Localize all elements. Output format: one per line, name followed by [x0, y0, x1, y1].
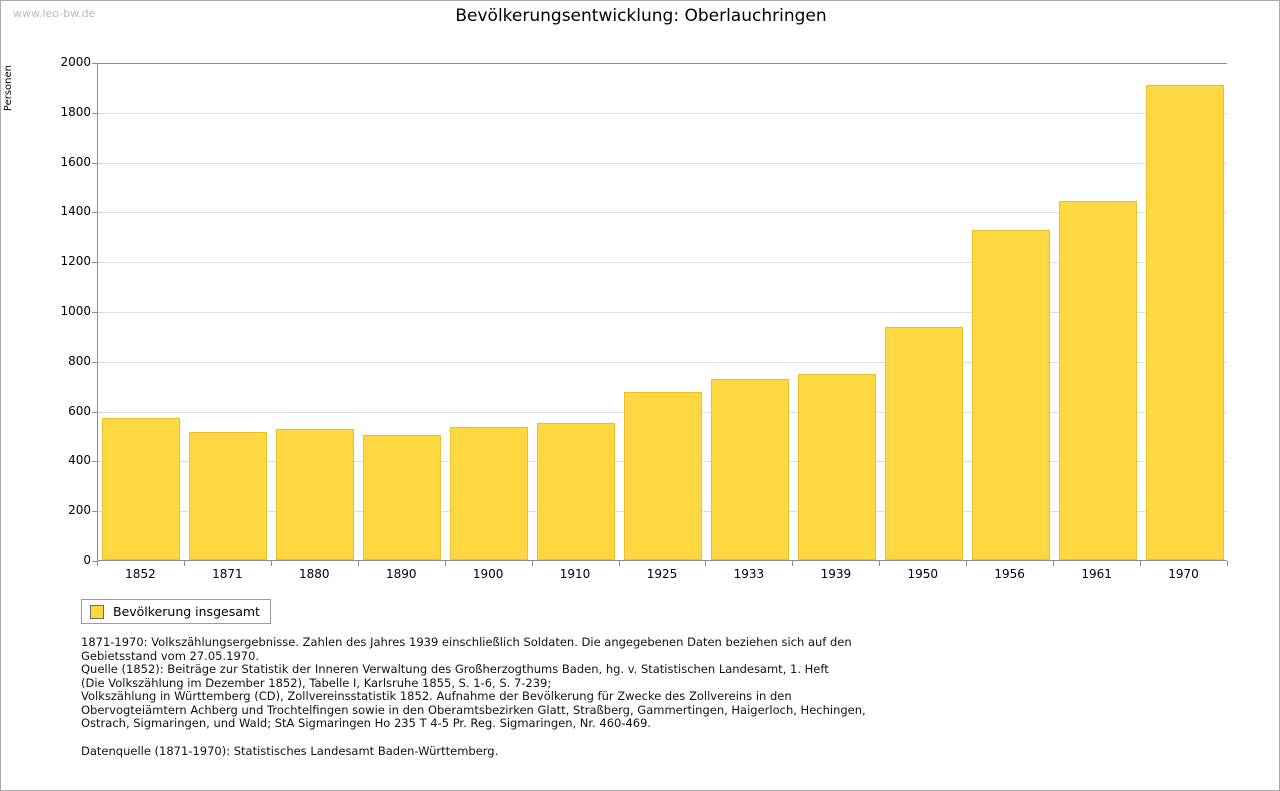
- y-axis-label: Personen: [3, 65, 14, 112]
- x-tick-mark: [879, 561, 880, 566]
- gridline: [98, 63, 1227, 64]
- source-note: Datenquelle (1871-1970): Statistisches Landesamt Baden-Württemberg.: [81, 743, 499, 758]
- bar[interactable]: [276, 429, 354, 560]
- x-tick-mark: [271, 561, 272, 566]
- watermark: www.leo-bw.de: [13, 7, 96, 20]
- bar[interactable]: [189, 432, 267, 560]
- x-tick-label: 1852: [125, 567, 156, 581]
- y-tick-mark: [92, 113, 97, 114]
- bar[interactable]: [885, 327, 963, 560]
- x-tick-mark: [792, 561, 793, 566]
- spacer: [81, 731, 1181, 745]
- x-tick-mark: [445, 561, 446, 566]
- bar[interactable]: [711, 379, 789, 560]
- legend-label: Bevölkerung insgesamt: [113, 604, 260, 619]
- x-tick-label: 1970: [1168, 567, 1199, 581]
- y-tick-mark: [92, 262, 97, 263]
- y-tick-label: 1000: [60, 304, 91, 318]
- legend-color-swatch: [90, 605, 104, 619]
- bar[interactable]: [624, 392, 702, 560]
- footnote-line: Quelle (1852): Beiträge zur Statistik der Inneren Verwaltung des Großherzogthums Baden, hg. v. Statistischen Landesamt, 1. Heft: [81, 662, 829, 677]
- y-tick-mark: [92, 63, 97, 64]
- x-tick-label: 1910: [559, 567, 591, 581]
- bar[interactable]: [537, 423, 615, 560]
- y-tick-label: 2000: [60, 55, 91, 69]
- bar[interactable]: [798, 374, 876, 560]
- footnote-line: Gebietsstand vom 27.05.1970.: [81, 648, 260, 663]
- y-tick-label: 200: [68, 503, 91, 518]
- y-tick-label: 0: [83, 553, 91, 567]
- y-tick-mark: [92, 312, 97, 313]
- y-tick-label: 1400: [60, 204, 91, 219]
- x-tick-mark: [532, 561, 533, 566]
- x-tick-label: 1871: [212, 567, 243, 581]
- x-tick-mark: [1140, 561, 1141, 566]
- x-tick-mark: [619, 561, 620, 566]
- bar[interactable]: [1146, 85, 1224, 560]
- y-tick-label: 400: [68, 453, 91, 468]
- footnote-line: Obervogteiämtern Achberg und Trochtelfingen sowie in den Oberamtsbezirken Glatt, Straßberg, Gammertingen, Haigerloch, Hechingen,: [81, 702, 866, 717]
- x-tick-label: 1961: [1081, 567, 1112, 581]
- gridline: [98, 163, 1227, 164]
- x-tick-mark: [1053, 561, 1054, 566]
- y-tick-label: 1600: [60, 154, 91, 169]
- footnote-line: 1871-1970: Volkszählungsergebnisse. Zahlen des Jahres 1939 einschließlich Soldaten. Die angegebenen Daten beziehen sich auf den: [81, 635, 852, 649]
- bar[interactable]: [450, 427, 528, 560]
- footnotes: [81, 636, 1181, 759]
- x-tick-label: 1880: [299, 567, 330, 581]
- x-tick-label: 1890: [385, 567, 417, 581]
- y-tick-label: 800: [68, 353, 91, 368]
- y-tick-label: 1800: [60, 104, 91, 119]
- footnote-line: Ostrach, Sigmaringen, und Wald; StA Sigmaringen Ho 235 T 4-5 Pr. Reg. Sigmaringen, Nr. 460-469.: [81, 716, 652, 731]
- bar[interactable]: [102, 418, 180, 560]
- chart-legend: [81, 599, 271, 624]
- footnote-line: Volkszählung in Württemberg (CD), Zollvereinsstatistik 1852. Aufnahme der Bevölkerung für Zwecke des Zollvereins in den: [81, 689, 792, 704]
- x-tick-label: 1939: [820, 567, 852, 581]
- x-tick-label: 1933: [733, 567, 765, 581]
- y-tick-mark: [92, 212, 97, 213]
- y-tick-label: 1200: [60, 254, 91, 269]
- y-tick-mark: [92, 412, 97, 413]
- y-tick-mark: [92, 163, 97, 164]
- x-tick-label: 1956: [994, 567, 1025, 581]
- chart-title: Bevölkerungsentwicklung: Oberlauchringen: [455, 6, 827, 26]
- y-tick-mark: [92, 511, 97, 512]
- y-tick-mark: [92, 362, 97, 363]
- x-tick-label: 1925: [646, 567, 678, 581]
- y-tick-mark: [92, 461, 97, 462]
- x-tick-label: 1950: [907, 567, 939, 581]
- x-tick-mark: [1227, 561, 1228, 566]
- footnote-line: (Die Volkszählung im Dezember 1852), Tabelle I, Karlsruhe 1855, S. 1-6, S. 7-239;: [81, 675, 552, 690]
- x-tick-label: 1900: [472, 567, 504, 581]
- x-tick-mark: [97, 561, 98, 566]
- x-tick-mark: [966, 561, 967, 566]
- y-tick-label: 600: [68, 403, 91, 418]
- gridline: [98, 113, 1227, 114]
- bar[interactable]: [1059, 201, 1137, 560]
- x-tick-mark: [184, 561, 185, 566]
- bar[interactable]: [363, 435, 441, 560]
- plot-area: [97, 63, 1227, 561]
- x-tick-mark: [705, 561, 706, 566]
- x-tick-mark: [358, 561, 359, 566]
- bar[interactable]: [972, 230, 1050, 560]
